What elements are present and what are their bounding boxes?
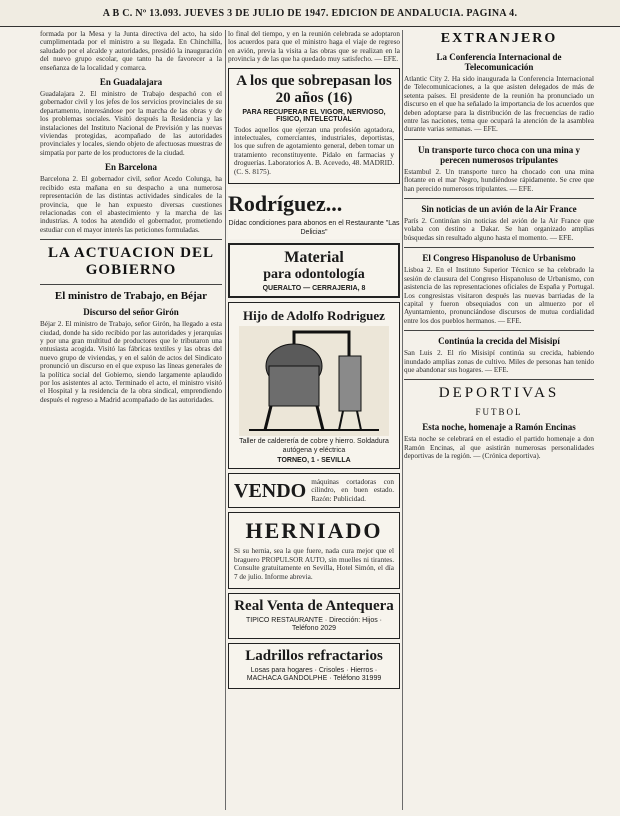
column-rule-right bbox=[402, 30, 403, 810]
guadalajara-text: Guadalajara 2. El ministro de Trabajo despachó con el gobernador civil y los jefes de los servicios provinciales de su departamento, interesándose por la marcha de las obras y de los problemas sociales. Visitó después la Residencia y las instalaciones del Instituto Nacional de Previsión y las nuevas viviendas protegidas, acompañado de las autoridades provinciales y locales, siendo objeto de afectuosas muestras de simpatía por parte de los productores de la ciudad. bbox=[40, 90, 222, 157]
divider bbox=[404, 198, 594, 199]
news-title-urbanismo: El Congreso Hispanoluso de Urbanismo bbox=[422, 253, 576, 264]
ad-odontologia-line1: Material bbox=[284, 249, 344, 267]
column-right bbox=[404, 30, 594, 464]
news-text-airfrance: París 2. Continúan sin noticias del avión de la Air France que volaba con destino a Dakar. Se han organizado amplias búsquedas sin resultado alguno hasta el momento. — EFE. bbox=[404, 217, 594, 242]
news-text-transport: Estambul 2. Un transporte turco ha chocado con una mina flotante en el mar Negro, hundiéndose rápidamente. Se cree que han perecido numerosos tripulantes. — EFE. bbox=[404, 167, 594, 193]
government-headline: LA ACTUACION DEL GOBIERNO bbox=[47, 245, 215, 279]
ad-herniado bbox=[228, 512, 400, 589]
divider bbox=[404, 139, 594, 140]
ad-odontologia-address: QUERALTO — CERRAJERIA, 8 bbox=[262, 285, 366, 293]
column-rule-left bbox=[225, 30, 226, 810]
intro-paragraph: formada por la Mesa y la Junta directiva del acto, ha sido cumplimentada por el ministro a su llegada. En Chinchilla, saludado por el alcalde y autoridades, presidió la inauguración del nuevo grupo escolar, que tanto ha de favorecer a la enseñanza de la localidad y comarca. bbox=[40, 30, 222, 72]
ad-vendo-text: máquinas cortadoras con cilindro, en buen estado. Razón: Publicidad. bbox=[311, 478, 394, 503]
news-text-encinas: Esta noche se celebrará en el estadio el partido homenaje a don Ramón Encinas, al que asistirán numerosas personalidades deportivas de la región. — (Crónica deportiva). bbox=[404, 435, 594, 461]
news-title-transport: Un transporte turco choca con una mina y perecen numerosos tripulantes bbox=[417, 144, 581, 165]
ad-venta-text: TIPICO RESTAURANTE · Dirección: Hijos · Teléfono 2029 bbox=[246, 616, 382, 633]
news-text-urbanismo: Lisboa 2. En el Instituto Superior Técnico se ha celebrado la sesión de clausura del Congreso Hispanoluso de Urbanismo, con asistencia de las representaciones oficiales de España y Portugal. Los congresistas visitaron después las nuevas barriadas de la capital y fueron obsequiados con un almuerzo por el Ayuntamiento, pronunciándose discursos de mutua cordialidad entre los dos pueblos hermanos. — EFE. bbox=[404, 266, 594, 325]
ad-vigor bbox=[228, 68, 400, 184]
ad-caldereria-address: TORNEO, 1 - SEVILLA bbox=[277, 457, 351, 465]
ad-vendo-title: VENDO bbox=[234, 479, 307, 502]
ad-rodriguez bbox=[228, 188, 400, 239]
column-left bbox=[40, 30, 222, 407]
sports-banner: DEPORTIVAS bbox=[438, 385, 560, 402]
ad-venta-title: Real Venta de Antequera bbox=[234, 597, 394, 614]
ad-caldereria bbox=[228, 302, 400, 469]
header-text: A B C. Nº 13.093. JUEVES 3 DE JULIO DE 1947. EDICION DE ANDALUCIA. PAGINA 4. bbox=[102, 7, 518, 19]
sports-subbanner: FUTBOL bbox=[475, 407, 523, 418]
ad-vigor-title: A los que sobrepasan los 20 años (16) bbox=[236, 72, 392, 106]
section-title-barcelona: En Barcelona bbox=[104, 162, 158, 173]
divider bbox=[40, 239, 222, 240]
section-title-guadalajara: En Guadalajara bbox=[99, 77, 163, 88]
ad-ladrillos-title: Ladrillos refractarios bbox=[245, 647, 383, 664]
ad-vendo bbox=[228, 473, 400, 508]
ad-vigor-subtitle: PARA RECUPERAR EL VIGOR, NERVIOSO, FISICO, INTELECTUAL bbox=[242, 108, 386, 123]
news-title-misisipi: Continúa la crecida del Misisipí bbox=[438, 336, 560, 347]
news-title-telecom: La Conferencia Internacional de Telecomunicación bbox=[436, 52, 562, 72]
ad-odontologia bbox=[228, 243, 400, 298]
ad-caldereria-title: Hijo de Adolfo Rodriguez bbox=[243, 308, 385, 324]
ad-vigor-text: Todos aquellos que ejerzan una profesión agotadora, intelectuales, comerciantes, industriales, deportistas, los que sufren de agotamiento general, deben tomar un tratamiento reconstituyente. Pídalo en farmacias y droguerías. Laboratorios A. B. Acevedo, 48. MADRID. (C. S. 8175). bbox=[234, 125, 394, 176]
news-title-airfrance: Sin noticias de un avión de la Air France bbox=[421, 204, 577, 215]
top-paragraph: lo final del tiempo, y en la reunión celebrada se adoptaron los acuerdos para que el ministro haga el viaje de regreso en avión, previa la visita a las obras que se realizan en la provincia y de las que ha quedado muy satisfecho. — EFE. bbox=[228, 30, 400, 64]
page-header bbox=[0, 0, 620, 27]
bejar-text: Béjar 2. El ministro de Trabajo, señor Girón, ha llegado a esta ciudad, donde ha sido recibido por las autoridades y jerarquías y por una gran multitud de productores que le tributaron una entusiasta acogida. Visitó las fábricas textiles y las obras del nuevo grupo de viviendas, y en el salón de actos del Sindicato pronunció un discurso en el que expuso las líneas generales de la política social del Gobierno, siendo largamente aplaudido por los asistentes al acto. Terminado el acto, el ministro visitó el Hospital y la residencia de la obra sindical, emprendiendo después el regreso a Madrid acompañado de las autoridades. bbox=[40, 320, 222, 404]
divider bbox=[404, 330, 594, 331]
ad-rodriguez-title: Rodríguez... bbox=[228, 191, 343, 217]
ad-herniado-text: Si su hernia, sea la que fuere, nada cura mejor que el braguero PROPULSOR AUTO, sin muelles ni tirantes. Consulte gratuitamente en Sevilla, Hotel Simón, el día 7 de julio. Informe abrevia. bbox=[234, 547, 394, 581]
ad-ladrillos-text: Losas para hogares · Crisoles · Hierros · MACHACA GANDOLPHE · Teléfono 31999 bbox=[246, 666, 382, 683]
news-text-telecom: Atlantic City 2. Ha sido inaugurada la Conferencia Internacional de Telecomunicaciones, a la que asisten delegados de más de setenta países. El presidente de la reunión ha pronunciado un discurso en el que ha señalado la importancia de los acuerdos que deben adoptarse para la distribución de las frecuencias de radio entre las naciones, tema que ocupará la atención de la asamblea durante varias semanas. — EFE. bbox=[404, 75, 594, 134]
column-center bbox=[228, 30, 400, 693]
divider bbox=[404, 379, 594, 380]
barcelona-text: Barcelona 2. El gobernador civil, señor Acedo Colunga, ha recibido esta mañana en su despacho a una numerosa representación de las distintas actividades sindicales de la provincia, que le han expuesto diversas cuestiones relacionadas con el abastecimiento y la marcha de las industrias. A todos ha atendido el gobernador, prometiendo estudiar con el mayor interés las peticiones formuladas. bbox=[40, 175, 222, 234]
news-text-misisipi: San Luis 2. El río Misisipí continúa su crecida, habiendo inundado amplias zonas de cultivo. Miles de personas han tenido que abandonar sus hogares. — EFE. bbox=[404, 349, 594, 374]
still-illustration bbox=[239, 326, 389, 436]
ad-venta-antequera bbox=[228, 593, 400, 639]
foreign-news-banner: EXTRANJERO bbox=[440, 31, 558, 46]
speech-subheadline: Discurso del señor Girón bbox=[83, 307, 179, 318]
ad-herniado-title: HERNIADO bbox=[245, 518, 383, 544]
ad-ladrillos bbox=[228, 643, 400, 689]
divider bbox=[404, 247, 594, 248]
news-title-encinas: Esta noche, homenaje a Ramón Encinas bbox=[422, 422, 576, 433]
ad-odontologia-line2: para odontología bbox=[263, 267, 365, 283]
minister-subheadline: El ministro de Trabajo, en Béjar bbox=[54, 290, 208, 303]
ad-caldereria-text: Taller de calderería de cobre y hierro. Soldadura autógena y eléctrica bbox=[239, 438, 389, 454]
ad-rodriguez-text: Dídac condiciones para abonos en el Restaurante "Las Delicias" bbox=[228, 220, 400, 236]
divider bbox=[40, 284, 222, 285]
